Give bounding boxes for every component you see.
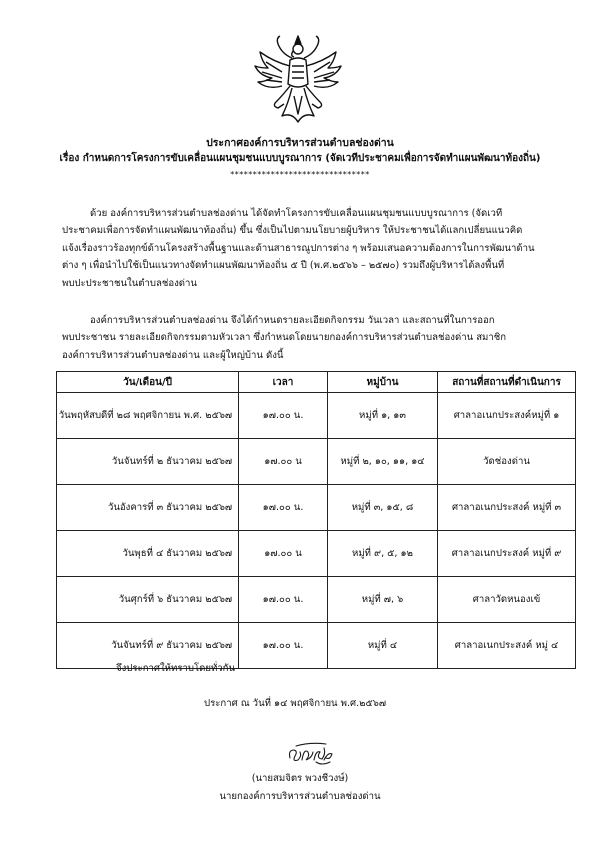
cell-time: ๑๗.๐๐ น.	[239, 485, 328, 531]
cell-date: วันอังคารที่ ๓ ธันวาคม ๒๕๖๗	[57, 485, 239, 531]
cell-date: วันจันทร์ที่ ๒ ธันวาคม ๒๕๖๗	[57, 439, 239, 485]
paragraph-line: องค์การบริหารส่วนตำบลช่องด่าน และผู้ใหญ่บ้าน ดังนี้	[62, 349, 284, 361]
table-row	[57, 531, 576, 577]
header-venue: สถานที่สถานที่ดำเนินการ	[438, 372, 576, 393]
announcement-closing: จึงประกาศให้ทราบโดยทั่วกัน	[116, 663, 236, 674]
table-row	[57, 393, 576, 439]
table-row	[57, 439, 576, 485]
header-village: หมู่บ้าน	[327, 372, 437, 393]
paragraph-line: พบปะประชาชนในตำบลช่องด่าน	[62, 277, 197, 289]
cell-time: ๑๗.๐๐ น.	[239, 623, 328, 669]
handwritten-signature-icon	[286, 740, 336, 768]
table-row	[57, 577, 576, 623]
paragraph-line: แจ้งเรื่องราวร้องทุกข์ด้านโครงสร้างพื้นฐานและด้านสาธารณูปการต่าง ๆ พร้อมเสนอความต้องการในการพัฒนาด้าน	[62, 242, 535, 254]
cell-venue: ศาลาอเนกประสงค์ หมู่ ๔	[438, 623, 576, 669]
table-header-row	[57, 372, 576, 393]
paragraph-line: พบประชาชน รายละเอียดกิจกรรมตามหัวเวลา ซึ่งกำหนดโดยนายกองค์การบริหารส่วนตำบลช่องด่าน สมาชิก	[62, 332, 507, 344]
cell-venue: ศาลาวัดหนองเข้	[438, 577, 576, 623]
announcement-subject: เรื่อง กำหนดการโครงการขับเคลื่อนแผนชุมชนแบบบูรณาการ (จัดเวทีประชาคมเพื่อการจัดทำแผนพัฒนาท้องถิ่น)	[59, 153, 541, 164]
cell-time: ๑๗.๐๐ น.	[239, 577, 328, 623]
cell-village: หมู่ที่ ๙, ๕, ๑๒	[327, 531, 437, 577]
schedule-table	[56, 371, 576, 669]
signer-name: (นายสมจิตร พวงชีวงษ์)	[251, 773, 349, 784]
announcement-title: ประกาศองค์การบริหารส่วนตำบลช่องด่าน	[206, 137, 394, 149]
header-time: เวลา	[239, 372, 328, 393]
schedule-paragraph	[62, 312, 542, 364]
cell-date: วันจันทร์ที่ ๙ ธันวาคม ๒๕๖๗	[57, 623, 239, 669]
cell-time: ๑๗.๐๐ น	[239, 439, 328, 485]
header-date: วัน/เดือน/ปี	[57, 372, 239, 393]
cell-time: ๑๗.๐๐ น	[239, 531, 328, 577]
cell-venue: ศาลาอเนกประสงค์ หมู่ที่ ๓	[438, 485, 576, 531]
cell-venue: ศาลาอเนกประสงค์หมู่ที่ ๑	[438, 393, 576, 439]
paragraph-line: องค์การบริหารส่วนตำบลช่องด่าน จึงได้กำหนดรายละเอียดกิจกรรม วันเวลา และสถานที่ในการออก	[90, 315, 495, 326]
cell-venue: ศาลาอเนกประสงค์ หมู่ที่ ๙	[438, 531, 576, 577]
signer-position: นายกองค์การบริหารส่วนตำบลช่องด่าน	[219, 791, 381, 802]
cell-time: ๑๗.๐๐ น.	[239, 393, 328, 439]
cell-village: หมู่ที่ ๓, ๑๕, ๘	[327, 485, 437, 531]
cell-village: หมู่ที่ ๗, ๖	[327, 577, 437, 623]
intro-paragraph	[62, 205, 542, 292]
paragraph-line: ประชาคมเพื่อการจัดทำแผนพัฒนาท้องถิ่น) ขึ้น ซึ่งเป็นไปตามนโยบายผู้บริหาร ให้ประชาชนได้แลกเปลี่ยนแนวคิด	[62, 225, 523, 237]
title-separator: *******************************	[230, 170, 370, 179]
table-row	[57, 485, 576, 531]
paragraph-line: ต่าง ๆ เพื่อนำไปใช้เป็นแนวทางจัดทำแผนพัฒนาท้องถิ่น ๕ ปี (พ.ศ.๒๕๖๖ – ๒๕๗๐) รวมถึงผู้บริหารได้ลงพื้นที่	[62, 260, 505, 272]
cell-date: วันพุธที่ ๔ ธันวาคม ๒๕๖๗	[57, 531, 239, 577]
cell-date: วันศุกร์ที่ ๖ ธันวาคม ๒๕๖๗	[57, 577, 239, 623]
cell-date: วันพฤหัสบดีที่ ๒๘ พฤศจิกายน พ.ศ. ๒๕๖๗	[57, 393, 239, 439]
paragraph-line: ด้วย องค์การบริหารส่วนตำบลช่องด่าน ได้จัดทำโครงการขับเคลื่อนแผนชุมชนแบบบูรณาการ (จัดเวที	[90, 208, 503, 219]
cell-village: หมู่ที่ ๒, ๑๐, ๑๑, ๑๔	[327, 439, 437, 485]
cell-village: หมู่ที่ ๔	[327, 623, 437, 669]
announcement-date: ประกาศ ณ วันที่ ๑๔ พฤศจิกายน พ.ศ.๒๕๖๗	[204, 698, 387, 709]
cell-village: หมู่ที่ ๑, ๑๓	[327, 393, 437, 439]
cell-venue: วัดช่องด่าน	[438, 439, 576, 485]
garuda-emblem-icon	[252, 32, 344, 128]
